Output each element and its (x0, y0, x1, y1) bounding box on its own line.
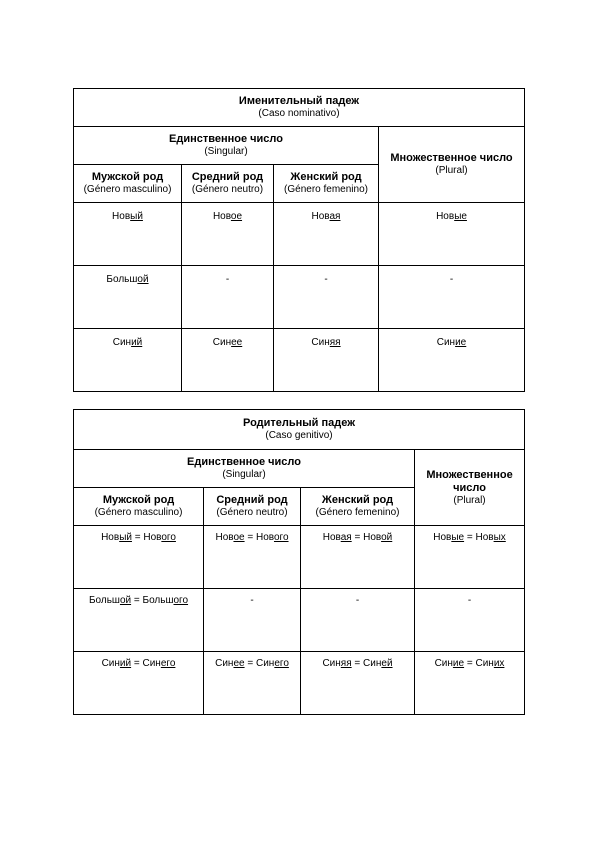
word-ending: ое (233, 532, 245, 543)
gender-sub: (Género femenino) (284, 184, 368, 195)
word-ending: ый (130, 211, 143, 222)
word-stem: - (449, 274, 454, 285)
gender-header-neuter (182, 165, 274, 203)
table-cell (204, 589, 301, 652)
word-stem: Больш (142, 595, 174, 606)
table-cell (274, 266, 379, 329)
plural-sub: (Plural) (453, 494, 486, 506)
table-cell (182, 266, 274, 329)
gender-sub: (Género masculino) (83, 184, 172, 195)
table-cell (415, 589, 525, 652)
word-ending: ое (230, 211, 243, 222)
word-ending: ого (161, 532, 176, 543)
table-cell (74, 589, 204, 652)
equals-sign: = (464, 658, 476, 669)
word-stem: Нов (363, 532, 382, 543)
genitive-subtitle: (Caso genitivo) (265, 430, 333, 441)
nominative-table (73, 88, 525, 392)
word-stem: Син (212, 337, 232, 348)
word-ending: яя (329, 337, 341, 348)
word-ending: ого (173, 595, 189, 606)
table-row (74, 652, 525, 715)
gender-label: Женский род (321, 494, 394, 506)
nominative-plural-header (379, 127, 525, 203)
plural-label: Множественное число (426, 468, 513, 494)
word-stem: Син (434, 658, 453, 669)
gender-header-neuter (204, 488, 301, 526)
equals-sign: = (351, 532, 364, 543)
equals-sign: = (244, 658, 256, 669)
table-row (74, 329, 525, 392)
equals-sign: = (131, 532, 144, 543)
genitive-plural-header (415, 450, 525, 526)
word-ending: ой (137, 274, 149, 285)
equals-sign: = (131, 595, 143, 606)
gender-label: Средний род (216, 494, 288, 506)
singular-sub: (Singular) (222, 469, 266, 480)
word-stem: Нов (212, 211, 231, 222)
gender-label: Женский род (290, 171, 362, 183)
word-stem: Нов (475, 532, 494, 543)
nominative-singular-header (74, 127, 379, 165)
word-ending: ый (119, 532, 132, 543)
equals-sign: = (351, 658, 364, 669)
word-stem: Син (475, 658, 494, 669)
singular-sub: (Singular) (204, 146, 248, 157)
gender-sub: (Género femenino) (315, 507, 400, 518)
table-cell (301, 589, 415, 652)
table-cell (301, 526, 415, 589)
word-stem: Нов (112, 211, 131, 222)
word-stem: Нов (311, 211, 330, 222)
gender-sub: (Género neutro) (216, 507, 288, 518)
table-cell (274, 203, 379, 266)
singular-label: Единственное число (169, 133, 283, 145)
plural-sub: (Plural) (435, 165, 468, 176)
word-stem: Син (255, 658, 275, 669)
word-stem: Нов (436, 211, 455, 222)
gender-label: Средний род (191, 171, 264, 183)
nominative-title-cell (74, 89, 525, 127)
table-cell (415, 526, 525, 589)
word-stem: Больш (106, 274, 138, 285)
equals-sign: = (244, 532, 256, 543)
word-ending: ий (119, 658, 132, 669)
word-stem: Син (101, 658, 120, 669)
word-stem: - (467, 595, 472, 606)
word-ending: ая (329, 211, 341, 222)
gender-sub: (Género masculino) (94, 507, 183, 518)
word-stem: - (324, 274, 328, 285)
table-cell (204, 652, 301, 715)
word-ending: ой (381, 532, 393, 543)
word-stem: Син (311, 337, 330, 348)
word-ending: ой (119, 595, 132, 606)
equals-sign: = (464, 532, 476, 543)
table-cell (74, 652, 204, 715)
word-stem: Нов (143, 532, 162, 543)
word-ending: ей (381, 658, 393, 669)
word-ending: ее (233, 658, 245, 669)
table-cell (74, 329, 182, 392)
word-stem: Син (112, 337, 132, 348)
table-cell (204, 526, 301, 589)
word-ending: ые (451, 532, 465, 543)
table-cell (415, 652, 525, 715)
table-cell (182, 203, 274, 266)
word-ending: яя (340, 658, 352, 669)
word-stem: Син (142, 658, 161, 669)
table-cell (182, 329, 274, 392)
word-stem: Син (322, 658, 341, 669)
nominative-title: Именительный падеж (238, 95, 360, 107)
gender-header-masculine (74, 165, 182, 203)
word-ending: его (160, 658, 176, 669)
gender-label: Мужской род (91, 171, 164, 183)
word-ending: его (274, 658, 289, 669)
word-ending: ие (455, 337, 467, 348)
genitive-title: Родительный падеж (243, 417, 356, 429)
gender-sub: (Género neutro) (191, 184, 264, 195)
word-ending: ых (493, 532, 506, 543)
word-stem: - (225, 274, 230, 285)
word-ending: ая (340, 532, 352, 543)
table-cell (274, 329, 379, 392)
word-ending: ее (231, 337, 243, 348)
table-row (74, 589, 525, 652)
word-stem: Син (215, 658, 234, 669)
genitive-table (73, 409, 525, 715)
gender-label: Мужской род (102, 494, 175, 506)
table-cell (301, 652, 415, 715)
table-row (74, 203, 525, 266)
word-stem: Нов (433, 532, 452, 543)
table-row (74, 526, 525, 589)
word-stem: Нов (322, 532, 341, 543)
word-stem: Син (436, 337, 456, 348)
table-cell (379, 266, 525, 329)
plural-label: Множественное число (390, 152, 513, 164)
singular-label: Единственное число (187, 456, 301, 468)
word-ending: ий (131, 337, 143, 348)
table-cell (74, 203, 182, 266)
word-stem: Нов (215, 532, 234, 543)
word-stem: Нов (255, 532, 274, 543)
word-stem: - (355, 595, 360, 606)
word-ending: ые (454, 211, 467, 222)
word-stem: - (250, 595, 254, 606)
word-stem: Нов (101, 532, 120, 543)
word-stem: Син (363, 658, 382, 669)
word-ending: ого (273, 532, 289, 543)
table-row (74, 266, 525, 329)
word-ending: их (493, 658, 505, 669)
gender-header-masculine (74, 488, 204, 526)
table-cell (379, 203, 525, 266)
equals-sign: = (131, 658, 143, 669)
word-stem: Больш (88, 595, 120, 606)
table-cell (74, 266, 182, 329)
genitive-singular-header (74, 450, 415, 488)
table-cell (379, 329, 525, 392)
word-ending: ие (452, 658, 465, 669)
nominative-subtitle: (Caso nominativo) (258, 108, 340, 119)
gender-header-feminine (274, 165, 379, 203)
table-cell (74, 526, 204, 589)
genitive-title-cell (74, 410, 525, 450)
gender-header-feminine (301, 488, 415, 526)
